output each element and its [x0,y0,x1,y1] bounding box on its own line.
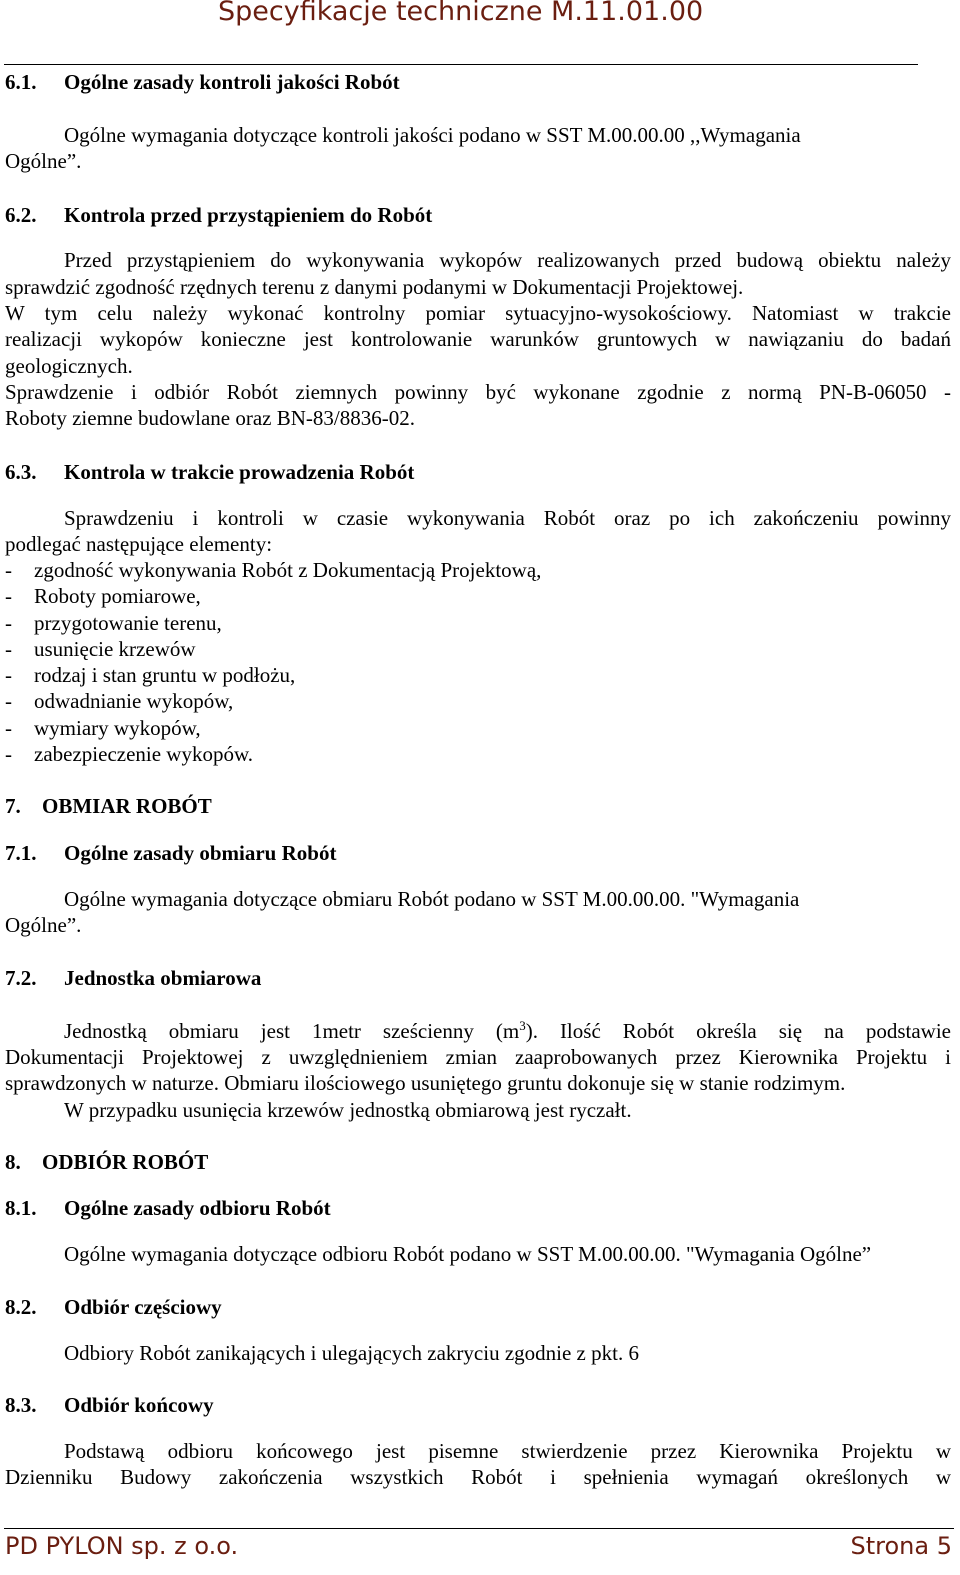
section-7-2-l2: Dokumentacji Projektowej z uwzględnieniem zmian zaaprobowanych przez Kierownika Projektu i [5,1045,951,1069]
section-6-3-title: Kontrola w trakcie prowadzenia Robót [64,460,415,484]
list-item: - zabezpieczenie wykopów. [5,742,254,767]
section-6-2-p2-l2: realizacji wykopów konieczne jest kontrolowanie warunków gruntowych w nawiązaniu do badań [5,327,951,352]
section-7-title: OBMIAR ROBÓT [42,794,212,818]
section-6-2-number: 6.2. [5,203,37,227]
list-dash: - [5,558,12,582]
section-6-1-number: 6.1. [5,70,37,94]
section-8-title: ODBIÓR ROBÓT [42,1150,209,1174]
footer-rule [4,1528,954,1529]
section-6-2-p2-l3: geologicznych. [5,353,133,378]
list-item: - wymiary wykopów, [5,715,201,740]
section-8-3-number: 8.3. [5,1393,37,1417]
section-8-1-line1: Ogólne wymagania dotyczące odbioru Robót podano w SST M.00.00.00. "Wymagania Ogólne” [64,1242,872,1266]
section-6-1-line2: Ogólne”. [5,149,82,173]
section-7-1-title: Ogólne zasady obmiaru Robót [64,841,337,865]
list-item: - usunięcie krzewów [5,636,196,661]
section-7-1-line2: Ogólne”. [5,913,82,937]
list-dash: - [5,663,12,688]
list-item: - odwadnianie wykopów, [5,689,234,714]
section-8-1-number: 8.1. [5,1196,37,1220]
list-dash: - [5,742,12,767]
section-6-2-p3-l2: Roboty ziemne budowlane oraz BN-83/8836-02. [5,406,415,431]
section-7-number: 7. [5,794,21,818]
section-6-3-number: 6.3. [5,460,37,484]
superscript: 3 [519,1018,526,1033]
section-6-3-p1-l2: podlegać następujące elementy: [5,532,273,556]
section-6-2-p1-l2: sprawdzić zgodność rzędnych terenu z danymi podanymi w Dokumentacji Projektowej. [5,275,744,299]
footer-company: PD PYLON sp. z o.o. [5,1532,239,1560]
section-7-2-body [5,1044,951,1097]
section-6-3-p1-l1: Sprawdzeniu i kontroli w czasie wykonywania Robót oraz po ich zakończeniu powinny [64,506,951,530]
section-8-3-l2: Dzienniku Budowy zakończenia wszystkich Robót i spełnienia wymagań określonych w [5,1465,951,1489]
list-dash: - [5,610,12,635]
section-8-2-line1: Odbiory Robót zanikających i ulegających zakryciu zgodnie z pkt. 6 [64,1341,639,1365]
section-6-2-title: Kontrola przed przystąpieniem do Robót [64,203,433,227]
list-item: - rodzaj i stan gruntu w podłożu, [5,663,296,688]
list-dash: - [5,584,12,609]
page-header-title: Specyfikacje techniczne M.11.01.00 [218,0,704,27]
list-dash: - [5,689,12,714]
section-8-3-title: Odbiór końcowy [64,1393,214,1417]
section-8-2-number: 8.2. [5,1295,37,1319]
section-6-1-line1: Ogólne wymagania dotyczące kontroli jakości podano w SST M.00.00.00 ,,Wymagania [64,123,801,147]
section-7-2-number: 7.2. [5,966,37,990]
section-7-2-l4: W przypadku usunięcia krzewów jednostką obmiarową jest ryczałt. [64,1098,632,1122]
section-7-1-line1: Ogólne wymagania dotyczące obmiaru Robót podano w SST M.00.00.00. "Wymagania [64,887,800,911]
list-item: - zgodność wykonywania Robót z Dokumentacją Projektową, [5,558,542,582]
section-6-2-p3-l1: Sprawdzenie i odbiór Robót ziemnych powinny być wykonane zgodnie z normą PN-B-06050 - [5,379,951,404]
section-8-3-l1: Podstawą odbioru końcowego jest pisemne stwierdzenie przez Kierownika Projektu w [64,1439,951,1463]
section-6-3-list [5,557,541,767]
section-7-1-number: 7.1. [5,841,37,865]
section-8-2-title: Odbiór częściowy [64,1295,222,1319]
footer-page-number: Strona 5 [850,1532,952,1560]
section-6-1-title: Ogólne zasady kontroli jakości Robót [64,70,400,94]
section-6-2-p2 [5,300,951,431]
section-7-2-title: Jednostka obmiarowa [64,966,262,990]
header-rule [4,64,918,65]
section-8-number: 8. [5,1150,21,1174]
list-dash: - [5,636,12,661]
list-item: - przygotowanie terenu, [5,610,222,635]
section-6-2-p1-l1: Przed przystąpieniem do wykonywania wykopów realizowanych przed budową obiektu należy [64,248,951,272]
list-dash: - [5,715,12,740]
section-6-2-p2-l1: W tym celu należy wykonać kontrolny pomiar sytuacyjno-wysokościowy. Natomiast w trakcie [5,301,951,325]
list-item: - Roboty pomiarowe, [5,584,201,609]
section-7-2-l1: Jednostką obmiaru jest 1metr sześcienny $(m^3)$. Ilość Robót określa się na podstawie [64,1018,951,1043]
section-7-2-l3: sprawdzonych w naturze. Obmiaru ilościowego usuniętego gruntu dokonuje się w stanie rodzimym. [5,1071,846,1096]
section-8-1-title: Ogólne zasady odbioru Robót [64,1196,331,1220]
